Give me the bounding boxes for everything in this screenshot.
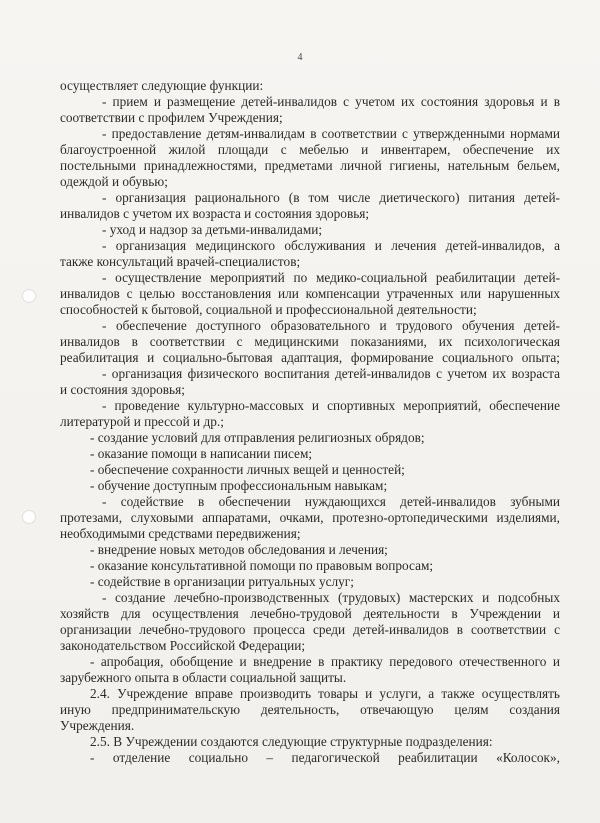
text-line: одеждой и обувью;	[60, 174, 168, 189]
document-body	[60, 78, 560, 766]
text-line: - обучение доступным профессиональным навыкам;	[90, 478, 388, 493]
text-line: необходимыми средствами передвижения;	[60, 526, 301, 541]
text-line: благоустроенной жилой площади с мебелью и инвентарем, обеспечение их	[60, 142, 560, 157]
text-line: - обеспечение сохранности личных вещей и ценностей;	[90, 462, 405, 477]
text-line: постельными принадлежностями, предметами личной гигиены, нательным бельем,	[60, 158, 560, 173]
text-line: - уход и надзор за детьми-инвалидами;	[102, 222, 323, 237]
text-line: - предоставление детям-инвалидам в соответствии с утвержденными нормами	[102, 126, 560, 141]
text-line: Учреждения.	[60, 718, 135, 733]
page-number: 4	[297, 52, 303, 63]
text-line: - организация медицинского обслуживания и лечения детей-инвалидов, а	[102, 238, 560, 253]
text-line: - оказание помощи в написании писем;	[90, 446, 313, 461]
text-line: - прием и размещение детей-инвалидов с учетом их состояния здоровья и в	[102, 94, 560, 109]
text-line: - проведение культурно-массовых и спортивных мероприятий, обеспечение	[102, 398, 560, 413]
text-line: - создание условий для отправления религиозных обрядов;	[90, 430, 425, 445]
text-line: - апробация, обобщение и внедрение в практику передового отечественного и	[90, 654, 560, 669]
punch-hole-bottom	[22, 510, 36, 524]
text-line: литературой и прессой и др.;	[60, 414, 224, 429]
text-line: и состояния здоровья;	[60, 382, 185, 397]
text-line: инвалидов с учетом их возраста и состояния здоровья;	[60, 206, 370, 221]
text-line: - содействие в обеспечении нуждающихся детей-инвалидов зубными	[102, 494, 560, 509]
text-line: - организация рационального (в том числе диетического) питания детей-	[102, 190, 560, 205]
text-line: хозяйств для осуществления лечебно-трудовой деятельности в Учреждении и	[60, 606, 560, 621]
text-line: - оказание консультативной помощи по правовым вопросам;	[90, 558, 434, 573]
text-line: зарубежного опыта в области социальной защиты.	[60, 670, 347, 685]
text-line: способностей к бытовой, социальной и профессиональной деятельности;	[60, 302, 477, 317]
text-line: - внедрение новых методов обследования и лечения;	[90, 542, 388, 557]
punch-hole-top	[22, 289, 36, 303]
text-line: - отделение социально – педагогической реабилитации «Колосок»,	[90, 750, 560, 765]
text-line: - осуществление мероприятий по медико-социальной реабилитации детей-	[102, 270, 560, 285]
text-line: инвалидов с целью восстановления или компенсации утраченных или нарушенных	[60, 286, 560, 301]
text-line: соответствии с профилем Учреждения;	[60, 110, 283, 125]
text-line: 2.4. Учреждение вправе производить товары и услуги, а также осуществлять	[90, 686, 560, 701]
text-line: - организация физического воспитания детей-инвалидов с учетом их возраста	[102, 366, 560, 381]
text-line: иную предпринимательскую деятельность, отвечающую целям создания	[60, 702, 560, 717]
text-line: - создание лечебно-производственных (трудовых) мастерских и подсобных	[102, 590, 560, 605]
text-line: законодательством Российской Федерации;	[60, 638, 306, 653]
text-line: протезами, слуховыми аппаратами, очками, протезно-ортопедическими изделиями,	[60, 510, 560, 525]
text-line: инвалидов в соответствии с медицинскими показаниями, их психологическая	[60, 334, 560, 349]
text-line: реабилитация и социально-бытовая адаптация, формирование социального опыта;	[60, 350, 560, 365]
text-line: - содействие в организации ритуальных услуг;	[90, 574, 354, 589]
text-line: также консультаций врачей-специалистов;	[60, 254, 301, 269]
text-line: осуществляет следующие функции:	[60, 78, 264, 93]
text-line: организации лечебно-трудового процесса среди детей-инвалидов в соответствии с	[60, 622, 560, 637]
text-line: 2.5. В Учреждении создаются следующие структурные подразделения:	[90, 734, 493, 749]
text-line: - обеспечение доступного образовательного и трудового обучения детей-	[102, 318, 560, 333]
